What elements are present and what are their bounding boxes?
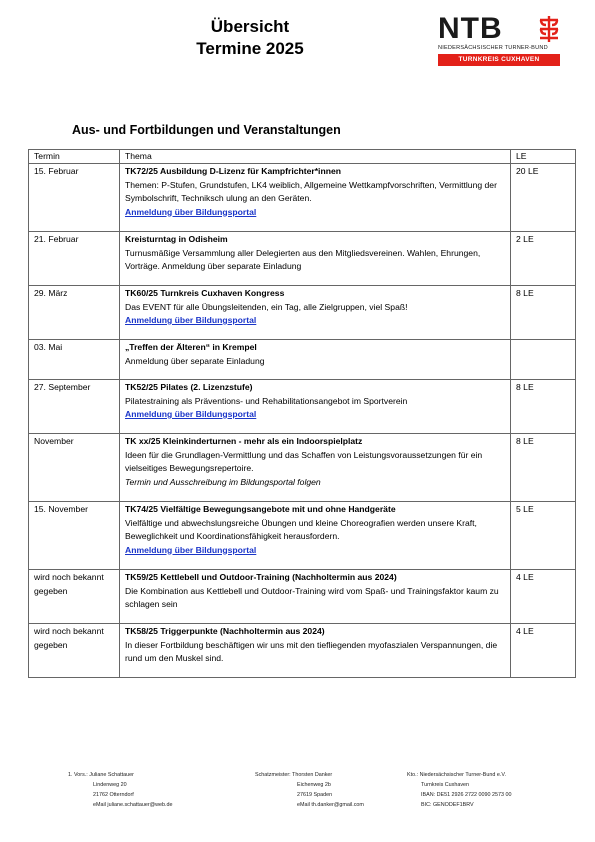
thema-cell — [120, 232, 511, 286]
registration-link[interactable]: Anmeldung über Bildungsportal — [125, 206, 257, 217]
le-cell — [511, 340, 576, 380]
registration-link[interactable]: Anmeldung über Bildungsportal — [125, 315, 257, 325]
event-description: Pilatestraining als Präventions- und Rehabilitationsangebot im Sportverein — [125, 395, 408, 406]
le-cell: 4 LE — [511, 624, 576, 678]
events-table — [28, 149, 576, 678]
footer-chair — [68, 770, 173, 810]
thema-cell — [120, 434, 511, 502]
event-note: Termin und Ausschreibung im Bildungsportal folgen — [125, 476, 321, 487]
footer-chair-city: 21762 Otterndorf — [93, 792, 134, 798]
table-row — [29, 624, 576, 678]
footer-chair-name: 1. Vors.: Juliane Schattauer — [68, 772, 134, 778]
le-cell: 8 LE — [511, 434, 576, 502]
le-cell: 20 LE — [511, 164, 576, 232]
registration-link-line — [125, 206, 505, 220]
header-thema: Thema — [120, 150, 511, 164]
thema-cell — [120, 502, 511, 570]
logo-subtitle: NIEDERSÄCHSISCHER TURNER-BUND — [438, 45, 548, 51]
event-description: Das EVENT für alle Übungsleitenden, ein Tag, alle Zielgruppen, viel Spaß! — [125, 301, 408, 312]
le-cell: 8 LE — [511, 286, 576, 340]
event-title: TK xx/25 Kleinkinderturnen - mehr als ein Indoorspielplatz — [125, 436, 363, 446]
header-le: LE — [511, 150, 576, 164]
event-title: TK58/25 Triggerpunkte (Nachholtermin aus 2024) — [125, 626, 325, 636]
termin-cell: wird noch bekannt gegeben — [29, 624, 120, 678]
footer-treasurer-street: Eichenweg 2b — [297, 782, 331, 788]
le-cell: 5 LE — [511, 502, 576, 570]
termin-cell: November — [29, 434, 120, 502]
registration-link[interactable]: Anmeldung über Bildungsportal — [125, 409, 257, 419]
title-line-1: Übersicht — [210, 17, 290, 36]
table-row — [29, 570, 576, 624]
title-line-2: Termine 2025 — [196, 39, 304, 58]
termin-cell: 03. Mai — [29, 340, 120, 380]
logo-bar: TURNKREIS CUXHAVEN — [438, 54, 560, 66]
table-row — [29, 286, 576, 340]
footer-chair-street: Lindenweg 20 — [93, 782, 127, 788]
thema-cell — [120, 570, 511, 624]
footer-treasurer-email: eMail th.danker@gmail.com — [297, 802, 364, 808]
event-title: TK60/25 Turnkreis Cuxhaven Kongress — [125, 288, 285, 298]
table-header-row — [29, 150, 576, 164]
table-row — [29, 164, 576, 232]
event-title: TK59/25 Kettlebell und Outdoor-Training (Nachholtermin aus 2024) — [125, 572, 397, 582]
table-row — [29, 232, 576, 286]
footer-chair-email: eMail juliane.schattauer@web.de — [93, 802, 173, 808]
ntb-logo — [438, 14, 560, 70]
le-cell: 8 LE — [511, 380, 576, 434]
le-cell: 2 LE — [511, 232, 576, 286]
logo-text: NTB — [438, 12, 503, 45]
event-description: Ideen für die Grundlagen-Vermittlung und das Schaffen von Leistungsvoraussetzungen für ein vielseitiges Bewegungsrepertoire. — [125, 449, 483, 473]
table-row — [29, 380, 576, 434]
footer-bank-iban: IBAN: DE51 2926 2722 0090 2573 00 — [421, 792, 512, 798]
footer-treasurer-name: Schatzmeister: Thorsten Danker — [255, 772, 333, 778]
event-description: In dieser Fortbildung beschäftigen wir uns mit den tiefliegenden myofaszialen Verspannungen, die rund um den Muskel sind. — [125, 639, 498, 663]
footer-bank-branch: Turnkreis Cuxhaven — [421, 782, 470, 788]
termin-cell: wird noch bekannt gegeben — [29, 570, 120, 624]
thema-cell — [120, 380, 511, 434]
table-row — [29, 502, 576, 570]
footer-treasurer-city: 27619 Spaden — [297, 792, 333, 798]
page-title — [150, 16, 350, 60]
registration-link-line — [125, 408, 505, 422]
event-title: TK72/25 Ausbildung D-Lizenz für Kampfrichter*innen — [125, 166, 341, 176]
termin-cell: 27. September — [29, 380, 120, 434]
registration-link[interactable]: Anmeldung über Bildungsportal — [125, 544, 257, 555]
thema-cell — [120, 286, 511, 340]
turner-cross-icon — [538, 16, 560, 42]
termin-cell: 29. März — [29, 286, 120, 340]
le-cell: 4 LE — [511, 570, 576, 624]
event-title: TK52/25 Pilates (2. Lizenzstufe) — [125, 382, 253, 392]
event-description: Themen: P-Stufen, Grundstufen, LK4 weiblich, Allgemeine Wettkampfvorschriften, Vermittlung der Symbolschrift, Techniksch ulung an den Geräten. — [125, 179, 497, 203]
footer-bank-bic: BIC: GENODEF1BRV — [421, 802, 474, 808]
event-description: Turnusmäßige Versammlung aller Delegierten aus den Mitgliedsvereinen. Wahlen, Ehrungen, Vorträge. Anmeldung über separate Einladung — [125, 247, 481, 271]
thema-cell — [120, 624, 511, 678]
termin-cell: 15. November — [29, 502, 120, 570]
event-title: TK74/25 Vielfältige Bewegungsangebote mit und ohne Handgeräte — [125, 504, 396, 514]
table-row — [29, 340, 576, 380]
registration-link-line — [125, 314, 505, 328]
header-termin: Termin — [29, 150, 120, 164]
section-title: Aus- und Fortbildungen und Veranstaltungen — [72, 123, 341, 137]
footer-treasurer — [255, 770, 364, 810]
termin-cell: 15. Februar — [29, 164, 120, 232]
event-description: Vielfältige und abwechslungsreiche Übungen und kleine Choreografien werden unsere Kraft, Beweglichkeit und Koordinationsfähigkeit herausfordern. — [125, 517, 477, 541]
registration-link-line — [125, 544, 505, 558]
termin-cell: 21. Februar — [29, 232, 120, 286]
event-title: Kreisturntag in Odisheim — [125, 234, 228, 244]
event-title: „Treffen der Älteren“ in Krempel — [125, 342, 257, 352]
event-description: Anmeldung über separate Einladung — [125, 355, 265, 366]
thema-cell — [120, 164, 511, 232]
footer-bank-owner: Kto.: Niedersächsischer Turner-Bund e.V. — [407, 772, 506, 778]
table-row — [29, 434, 576, 502]
thema-cell — [120, 340, 511, 380]
event-description: Die Kombination aus Kettlebell und Outdoor-Training wird vom Spaß- und Trainingsfaktor kaum zu schlagen sein — [125, 585, 499, 609]
footer-bank — [407, 770, 512, 810]
